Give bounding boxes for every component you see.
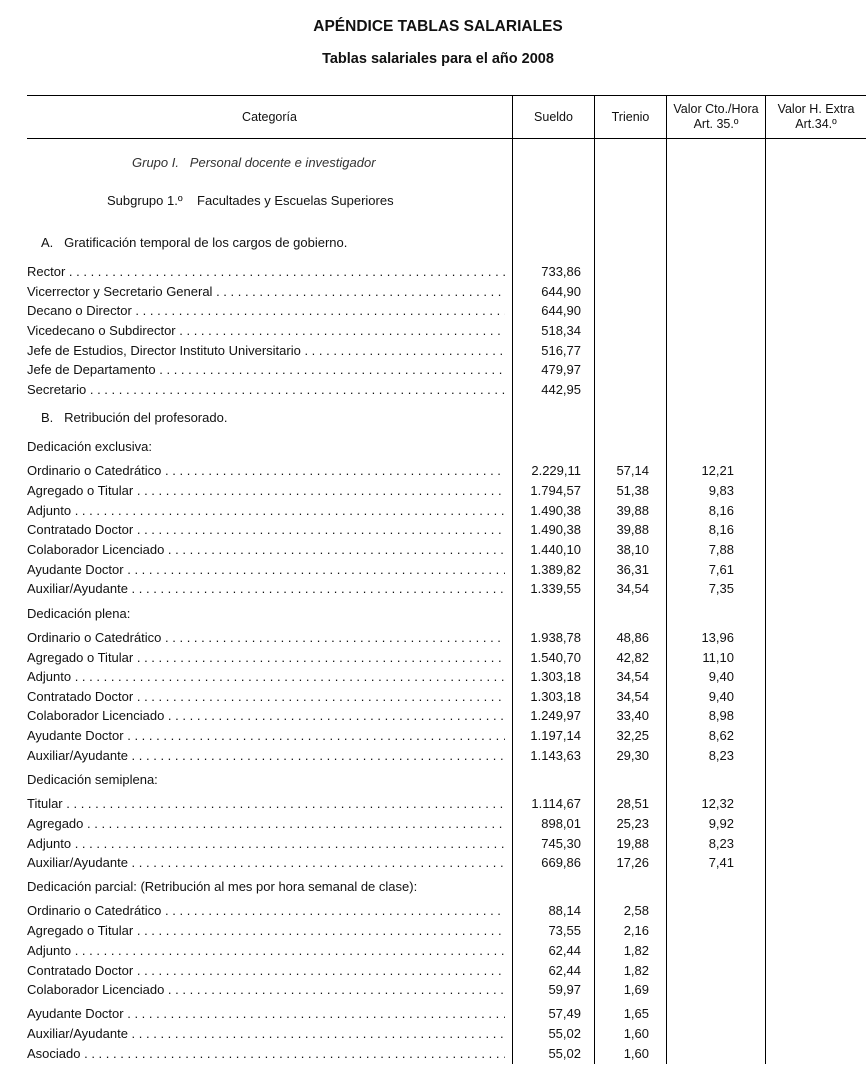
sueldo-value: 1.303,18 <box>530 689 581 704</box>
trienio-value: 1,60 <box>623 1046 649 1061</box>
header-line: Valor Cto./Hora <box>673 102 759 116</box>
sueldo-value: 1.114,67 <box>531 796 581 811</box>
sueldo-value: 479,97 <box>541 362 581 377</box>
section-b-heading: B. Retribución del profesorado. <box>41 410 228 425</box>
section-a-heading: A. Gratificación temporal de los cargos de gobierno. <box>41 235 348 250</box>
trienio-value: 32,25 <box>616 728 649 743</box>
valor-hora-value: 8,23 <box>708 836 734 851</box>
trienio-value: 1,82 <box>623 943 649 958</box>
table-row <box>27 1046 767 1064</box>
sueldo-value: 1.143,63 <box>530 748 581 763</box>
row-label: Colaborador Licenciado . . . <box>27 982 505 997</box>
sueldo-value: 442,95 <box>541 382 581 397</box>
row-label: Agregado o Titular . . . <box>27 483 505 498</box>
table-row <box>27 382 767 400</box>
row-label: Decano o Director . . . <box>27 303 505 318</box>
sueldo-value: 55,02 <box>548 1046 581 1061</box>
trienio-value: 38,10 <box>616 542 649 557</box>
table-row <box>27 542 767 560</box>
trienio-value: 39,88 <box>616 503 649 518</box>
valor-hora-value: 12,21 <box>701 463 734 478</box>
header-line: Valor H. Extra <box>777 102 855 116</box>
dedicacion-parcial-title: Dedicación parcial: (Retribución al mes por hora semanal de clase): <box>27 879 418 894</box>
row-label: Contratado Doctor . . . <box>27 963 505 978</box>
sueldo-value: 55,02 <box>548 1026 581 1041</box>
header-sueldo: Sueldo <box>534 109 573 124</box>
valor-hora-value: 8,62 <box>708 728 734 743</box>
row-label: Agregado . . . <box>27 816 505 831</box>
trienio-value: 2,16 <box>623 923 649 938</box>
trienio-value: 28,51 <box>616 796 649 811</box>
sueldo-value: 1.938,78 <box>530 630 581 645</box>
row-label: Agregado o Titular . . . <box>27 650 505 665</box>
row-label: Ayudante Doctor . . . <box>27 728 505 743</box>
valor-hora-value: 8,16 <box>708 503 734 518</box>
table-row <box>27 303 767 321</box>
table-row <box>27 650 767 668</box>
sueldo-value: 2.229,11 <box>531 463 581 478</box>
header-valor-h-extra <box>766 96 866 138</box>
table-row <box>27 284 767 302</box>
row-label: Ayudante Doctor . . . <box>27 562 505 577</box>
row-label: Ordinario o Catedrático . . . <box>27 630 505 645</box>
valor-hora-value: 7,61 <box>708 562 734 577</box>
table-row <box>27 943 767 961</box>
trienio-value: 25,23 <box>616 816 649 831</box>
table-row <box>27 836 767 854</box>
sueldo-value: 669,86 <box>541 855 581 870</box>
trienio-value: 36,31 <box>616 562 649 577</box>
dedicacion-exclusiva-title: Dedicación exclusiva: <box>27 439 153 454</box>
row-label: Vicedecano o Subdirector . . . <box>27 323 505 338</box>
row-label: Secretario . . . <box>27 382 505 397</box>
sueldo-value: 516,77 <box>541 343 581 358</box>
valor-hora-value: 9,83 <box>708 483 734 498</box>
valor-hora-value: 8,23 <box>708 748 734 763</box>
document-title: APÉNDICE TABLAS SALARIALES <box>313 18 563 35</box>
trienio-value: 39,88 <box>616 522 649 537</box>
row-label: Rector . . . <box>27 264 505 279</box>
valor-hora-value: 7,35 <box>708 581 734 596</box>
row-label: Adjunto . . . <box>27 669 505 684</box>
table-row <box>27 982 767 1000</box>
trienio-value: 34,54 <box>616 689 649 704</box>
valor-hora-value: 9,40 <box>708 669 734 684</box>
sueldo-value: 57,49 <box>548 1006 581 1021</box>
table-row <box>27 855 767 873</box>
sueldo-value: 1.197,14 <box>530 728 581 743</box>
row-label: Ordinario o Catedrático . . . <box>27 463 505 478</box>
sueldo-value: 644,90 <box>541 284 581 299</box>
trienio-value: 2,58 <box>623 903 649 918</box>
valor-hora-value: 9,92 <box>708 816 734 831</box>
trienio-value: 57,14 <box>616 463 649 478</box>
row-label: Jefe de Departamento . . . <box>27 362 505 377</box>
table-row <box>27 963 767 981</box>
table-row <box>27 362 767 380</box>
header-valor-cto-hora <box>667 96 765 138</box>
sueldo-value: 1.540,70 <box>530 650 581 665</box>
header-line: Art.34.º <box>795 117 837 131</box>
sueldo-value: 73,55 <box>548 923 581 938</box>
valor-hora-value: 11,10 <box>702 650 734 665</box>
group-heading: Grupo I. Personal docente e investigador <box>132 155 376 170</box>
header-trienio: Trienio <box>611 109 650 124</box>
trienio-value: 34,54 <box>616 581 649 596</box>
sueldo-value: 644,90 <box>541 303 581 318</box>
table-row <box>27 264 767 282</box>
sueldo-value: 733,86 <box>541 264 581 279</box>
row-label: Agregado o Titular . . . <box>27 923 505 938</box>
row-label: Auxiliar/Ayudante . . . <box>27 1026 505 1041</box>
row-label: Colaborador Licenciado . . . <box>27 542 505 557</box>
table-row <box>27 748 767 766</box>
trienio-value: 51,38 <box>616 483 649 498</box>
trienio-value: 33,40 <box>616 708 649 723</box>
sueldo-value: 1.490,38 <box>530 503 581 518</box>
sueldo-value: 62,44 <box>548 963 581 978</box>
table-row <box>27 796 767 814</box>
document-subtitle: Tablas salariales para el año 2008 <box>322 51 554 67</box>
sueldo-value: 1.440,10 <box>530 542 581 557</box>
row-label: Auxiliar/Ayudante . . . <box>27 748 505 763</box>
sueldo-value: 62,44 <box>548 943 581 958</box>
sueldo-value: 1.389,82 <box>530 562 581 577</box>
table-row <box>27 923 767 941</box>
valor-hora-value: 8,98 <box>708 708 734 723</box>
trienio-value: 29,30 <box>616 748 649 763</box>
valor-hora-value: 9,40 <box>708 689 734 704</box>
header-line: Art. 35.º <box>693 117 739 131</box>
dedicacion-semiplena-title: Dedicación semiplena: <box>27 772 158 787</box>
row-label: Auxiliar/Ayudante . . . <box>27 581 505 596</box>
table-row <box>27 323 767 341</box>
row-label: Colaborador Licenciado . . . <box>27 708 505 723</box>
table-row <box>27 581 767 599</box>
row-label: Contratado Doctor . . . <box>27 689 505 704</box>
row-label: Adjunto . . . <box>27 836 505 851</box>
valor-hora-value: 8,16 <box>708 522 734 537</box>
subgroup-heading: Subgrupo 1.º Facultades y Escuelas Superiores <box>107 193 394 208</box>
valor-hora-value: 12,32 <box>701 796 734 811</box>
trienio-value: 1,82 <box>623 963 649 978</box>
row-label: Vicerrector y Secretario General . . . <box>27 284 505 299</box>
trienio-value: 1,69 <box>623 982 649 997</box>
row-label: Ordinario o Catedrático . . . <box>27 903 505 918</box>
row-label: Adjunto . . . <box>27 503 505 518</box>
sueldo-value: 745,30 <box>541 836 581 851</box>
trienio-value: 17,26 <box>616 855 649 870</box>
table-row <box>27 728 767 746</box>
trienio-value: 1,60 <box>623 1026 649 1041</box>
table-row <box>27 669 767 687</box>
sueldo-value: 1.339,55 <box>530 581 581 596</box>
sueldo-value: 1.794,57 <box>530 483 581 498</box>
row-label: Asociado . . . <box>27 1046 505 1061</box>
trienio-value: 34,54 <box>616 669 649 684</box>
sueldo-value: 898,01 <box>541 816 581 831</box>
row-label: Adjunto . . . <box>27 943 505 958</box>
trienio-value: 48,86 <box>616 630 649 645</box>
sueldo-value: 518,34 <box>541 323 581 338</box>
table-row <box>27 503 767 521</box>
row-label: Auxiliar/Ayudante . . . <box>27 855 505 870</box>
table-row <box>27 689 767 707</box>
table-row <box>27 816 767 834</box>
trienio-value: 1,65 <box>623 1006 649 1021</box>
table-row <box>27 630 767 648</box>
table-row <box>27 1026 767 1044</box>
table-row <box>27 1006 767 1024</box>
trienio-value: 19,88 <box>616 836 649 851</box>
table-row <box>27 343 767 361</box>
sueldo-value: 88,14 <box>548 903 581 918</box>
dedicacion-plena-title: Dedicación plena: <box>27 606 131 621</box>
trienio-value: 42,82 <box>616 650 649 665</box>
row-label: Titular . . . <box>27 796 505 811</box>
table-header-rule <box>27 138 866 139</box>
valor-hora-value: 7,88 <box>708 542 734 557</box>
table-row <box>27 522 767 540</box>
table-row <box>27 708 767 726</box>
table-row <box>27 483 767 501</box>
sueldo-value: 1.303,18 <box>530 669 581 684</box>
table-row <box>27 562 767 580</box>
sueldo-value: 1.249,97 <box>530 708 581 723</box>
table-row <box>27 903 767 921</box>
row-label: Ayudante Doctor . . . <box>27 1006 505 1021</box>
row-label: Jefe de Estudios, Director Instituto Universitario . . . <box>27 343 505 358</box>
sueldo-value: 59,97 <box>548 982 581 997</box>
header-categoria: Categoría <box>242 109 297 124</box>
sueldo-value: 1.490,38 <box>530 522 581 537</box>
table-row <box>27 463 767 481</box>
valor-hora-value: 7,41 <box>708 855 734 870</box>
valor-hora-value: 13,96 <box>701 630 734 645</box>
row-label: Contratado Doctor . . . <box>27 522 505 537</box>
